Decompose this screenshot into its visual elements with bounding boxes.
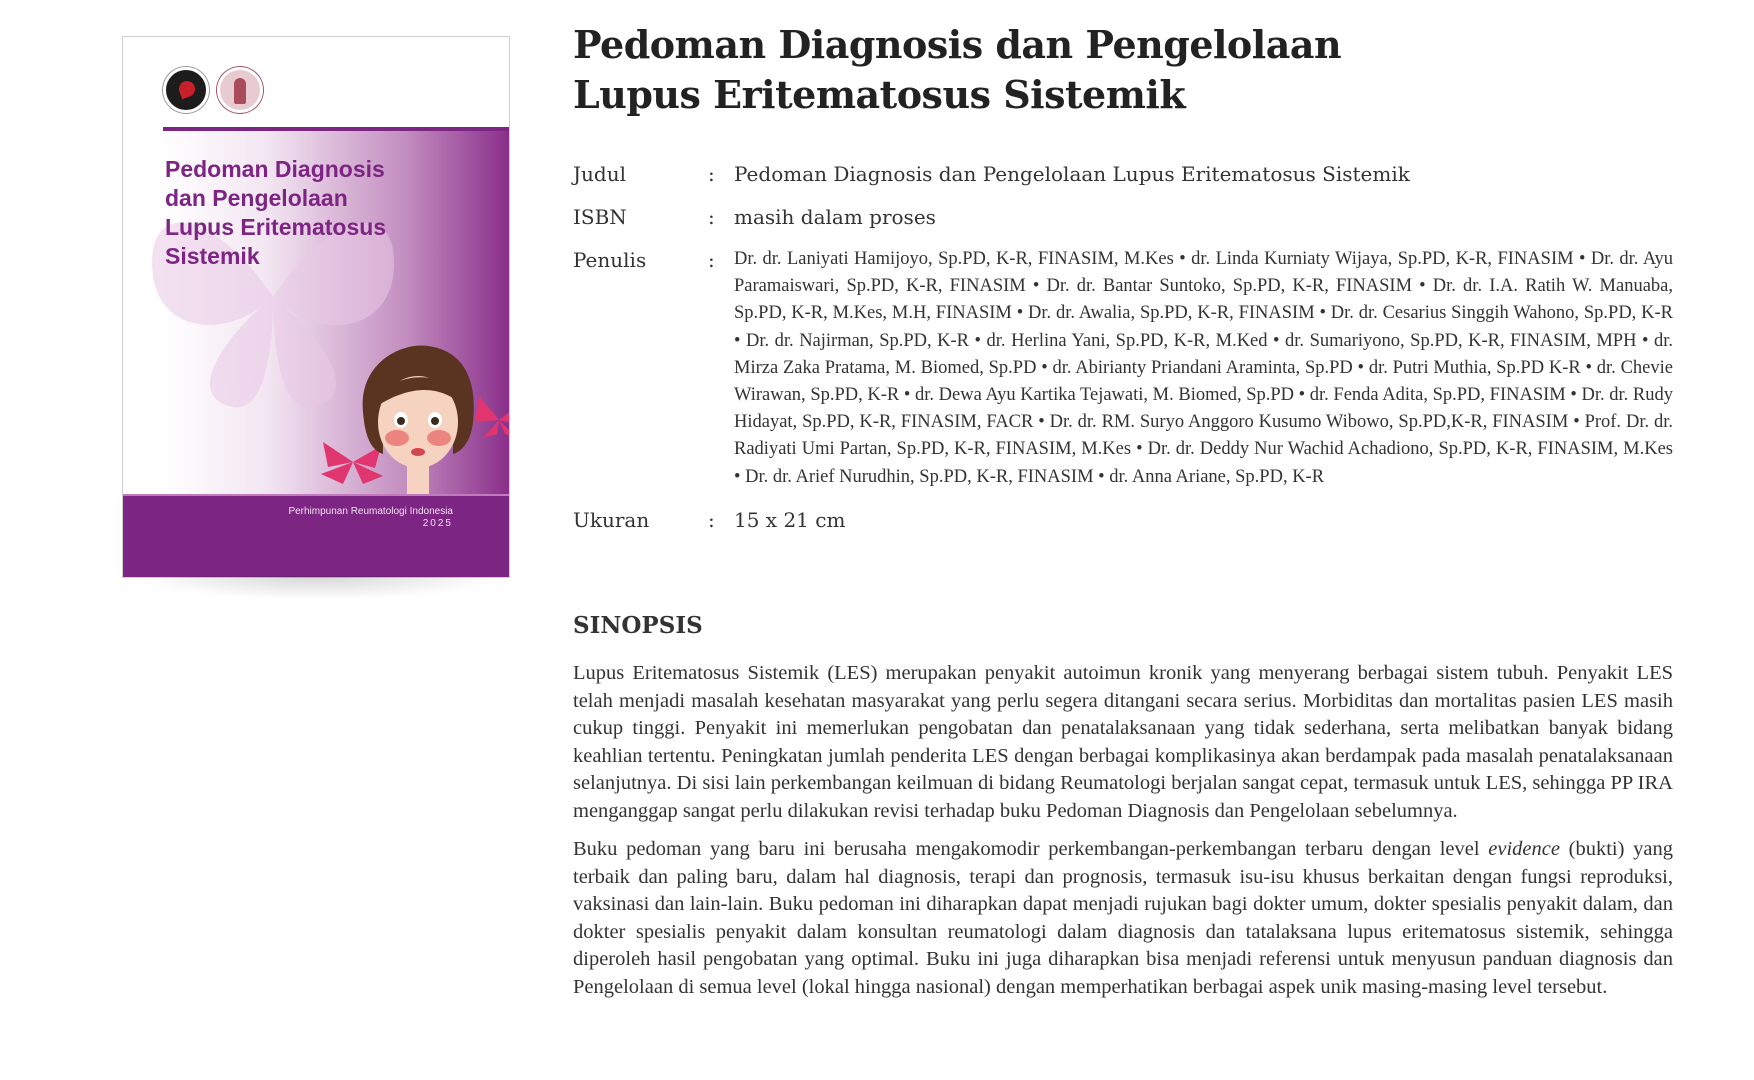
synopsis-heading: SINOPSIS <box>573 612 703 639</box>
book-title-line: Pedoman Diagnosis dan Pengelolaan <box>573 22 1342 67</box>
book-metadata <box>573 160 1673 549</box>
cover-title <box>165 155 485 271</box>
cover-title-line: Lupus Eritematosus Sistemik <box>165 214 387 269</box>
meta-label: Judul <box>573 162 626 186</box>
meta-value: Pedoman Diagnosis dan Pengelolaan Lupus Eritematosus Sistemik <box>734 162 1410 186</box>
meta-row-ukuran <box>573 506 1673 534</box>
cover-publisher: Perhimpunan Reumatologi Indonesia <box>288 506 453 517</box>
ira-logo-icon <box>163 67 209 113</box>
synopsis-emphasis: evidence <box>1488 838 1560 860</box>
synopsis-text: (bukti) yang terbaik dan paling baru, dalam hal diagnosis, terapi dan prognosis, termasuk isu-isu khusus berkaitan dengan fungsi reproduksi, vaksinasi dan lain-lain. Buku pedoman ini diharapkan dapat menjadi rujukan bagi dokter umum, dokter spesialis penyakit dalam, dan dokter spesialis penyakit dalam konsultan reumatologi dalam diagnosis dan tatalaksana lupus eritematosus sistemik, sehingga diperoleh hasil pengobatan yang optimal. Buku ini juga diharapkan bisa menjadi referensi untuk menyusun panduan diagnosis dan Pengelolaan di semua level (lokal hingga nasional) dengan memperhatikan berbagai aspek unik masing-masing level tersebut. <box>573 838 1673 998</box>
meta-label: Penulis <box>573 248 647 272</box>
meta-value: masih dalam proses <box>734 205 936 229</box>
cover-logos <box>163 67 263 113</box>
book-title <box>573 20 1341 120</box>
meta-label: ISBN <box>573 205 627 229</box>
book-cover-image <box>122 36 510 578</box>
synopsis-text: Buku pedoman yang baru ini berusaha mengakomodir perkembangan-perkembangan terbaru dengan level <box>573 838 1489 860</box>
meta-colon: : <box>708 248 715 272</box>
author-list: Dr. dr. Laniyati Hamijoyo, Sp.PD, K-R, FINASIM, M.Kes • dr. Linda Kurniaty Wijaya, Sp.PD, K-R, FINASIM • Dr. dr. Ayu Paramaiswari, Sp.PD, K-R, FINASIM • Dr. dr. Bantar Suntoko, Sp.PD, K-R, FINASIM • Dr. dr. I.A. Ratih W. Manuaba, Sp.PD, K-R, M.Kes, M.H, FINASIM • Dr. dr. Awalia, Sp.PD, K-R, FINASIM • Dr. dr. Cesarius Singgih Wahono, Sp.PD, K-R • Dr. dr. Najirman, Sp.PD, K-R • dr. Herlina Yani, Sp.PD, K-R, M.Ked • dr. Sumariyono, Sp.PD, K-R, FINASIM, MPH • dr. Mirza Zaka Pratama, M. Biomed, Sp.PD • dr. Abirianty Priandani Araminta, Sp.PD • dr. Putri Muthia, Sp.PD K-R • dr. Chevie Wirawan, Sp.PD, K-R • dr. Dewa Ayu Kartika Tejawati, M. Biomed, Sp.PD • dr. Fenda Adita, Sp.PD, FINASIM • Dr. dr. Rudy Hidayat, Sp.PD, K-R, FINASIM, FACR • Dr. dr. RM. Suryo Anggoro Kusumo Wibowo, Sp.PD,K-R, FINASIM • Prof. Dr. dr. Radiyati Umi Partan, Sp.PD, K-R, FINASIM, M.Kes • Dr. dr. Deddy Nur Wachid Achadiono, Sp.PD, K-R, FINASIM, M.Kes • Dr. dr. Arief Nurudhin, Sp.PD, K-R, FINASIM • dr. Anna Ariane, Sp.PD, K-R <box>734 249 1673 487</box>
synopsis-paragraph <box>573 836 1673 1001</box>
cover-shadow <box>132 576 502 600</box>
association-logo-icon <box>217 67 263 113</box>
cover-footer <box>123 494 509 577</box>
book-title-line: Lupus Eritematosus Sistemik <box>573 72 1186 117</box>
cover-title-line: dan Pengelolaan <box>165 185 348 211</box>
cover-divider <box>163 127 509 131</box>
meta-colon: : <box>708 162 715 186</box>
meta-row-isbn <box>573 203 1673 231</box>
synopsis-body <box>573 660 1673 1012</box>
meta-row-penulis <box>573 246 1673 491</box>
meta-value: 15 x 21 cm <box>734 507 846 532</box>
meta-colon: : <box>708 507 715 532</box>
book-cover <box>122 36 510 578</box>
meta-colon: : <box>708 205 715 229</box>
cover-year: 2025 <box>422 518 453 529</box>
synopsis-paragraph: Lupus Eritematosus Sistemik (LES) merupakan penyakit autoimun kronik yang menyerang berbagai sistem tubuh. Penyakit LES telah menjadi masalah kesehatan masyarakat yang perlu segera ditangani secara serius. Morbiditas dan mortalitas pasien LES masih cukup tinggi. Penyakit ini memerlukan pengobatan dan penatalaksanaan yang tidak sederhana, serta melibatkan banyak bidang keahlian tertentu. Peningkatan jumlah penderita LES dengan berbagai komplikasinya akan berdampak pada masalah penatalaksanaan selanjutnya. Di sisi lain perkembangan keilmuan di bidang Reumatologi berjalan sangat cepat, termasuk untuk LES, sehingga PP IRA menganggap sangat perlu dilakukan revisi terhadap buku Pedoman Diagnosis dan Pengelolaan sebelumnya. <box>573 662 1673 822</box>
cover-title-line: Pedoman Diagnosis <box>165 156 385 182</box>
meta-row-judul <box>573 160 1673 188</box>
girl-illustration-icon <box>303 342 510 512</box>
meta-label: Ukuran <box>573 507 650 532</box>
